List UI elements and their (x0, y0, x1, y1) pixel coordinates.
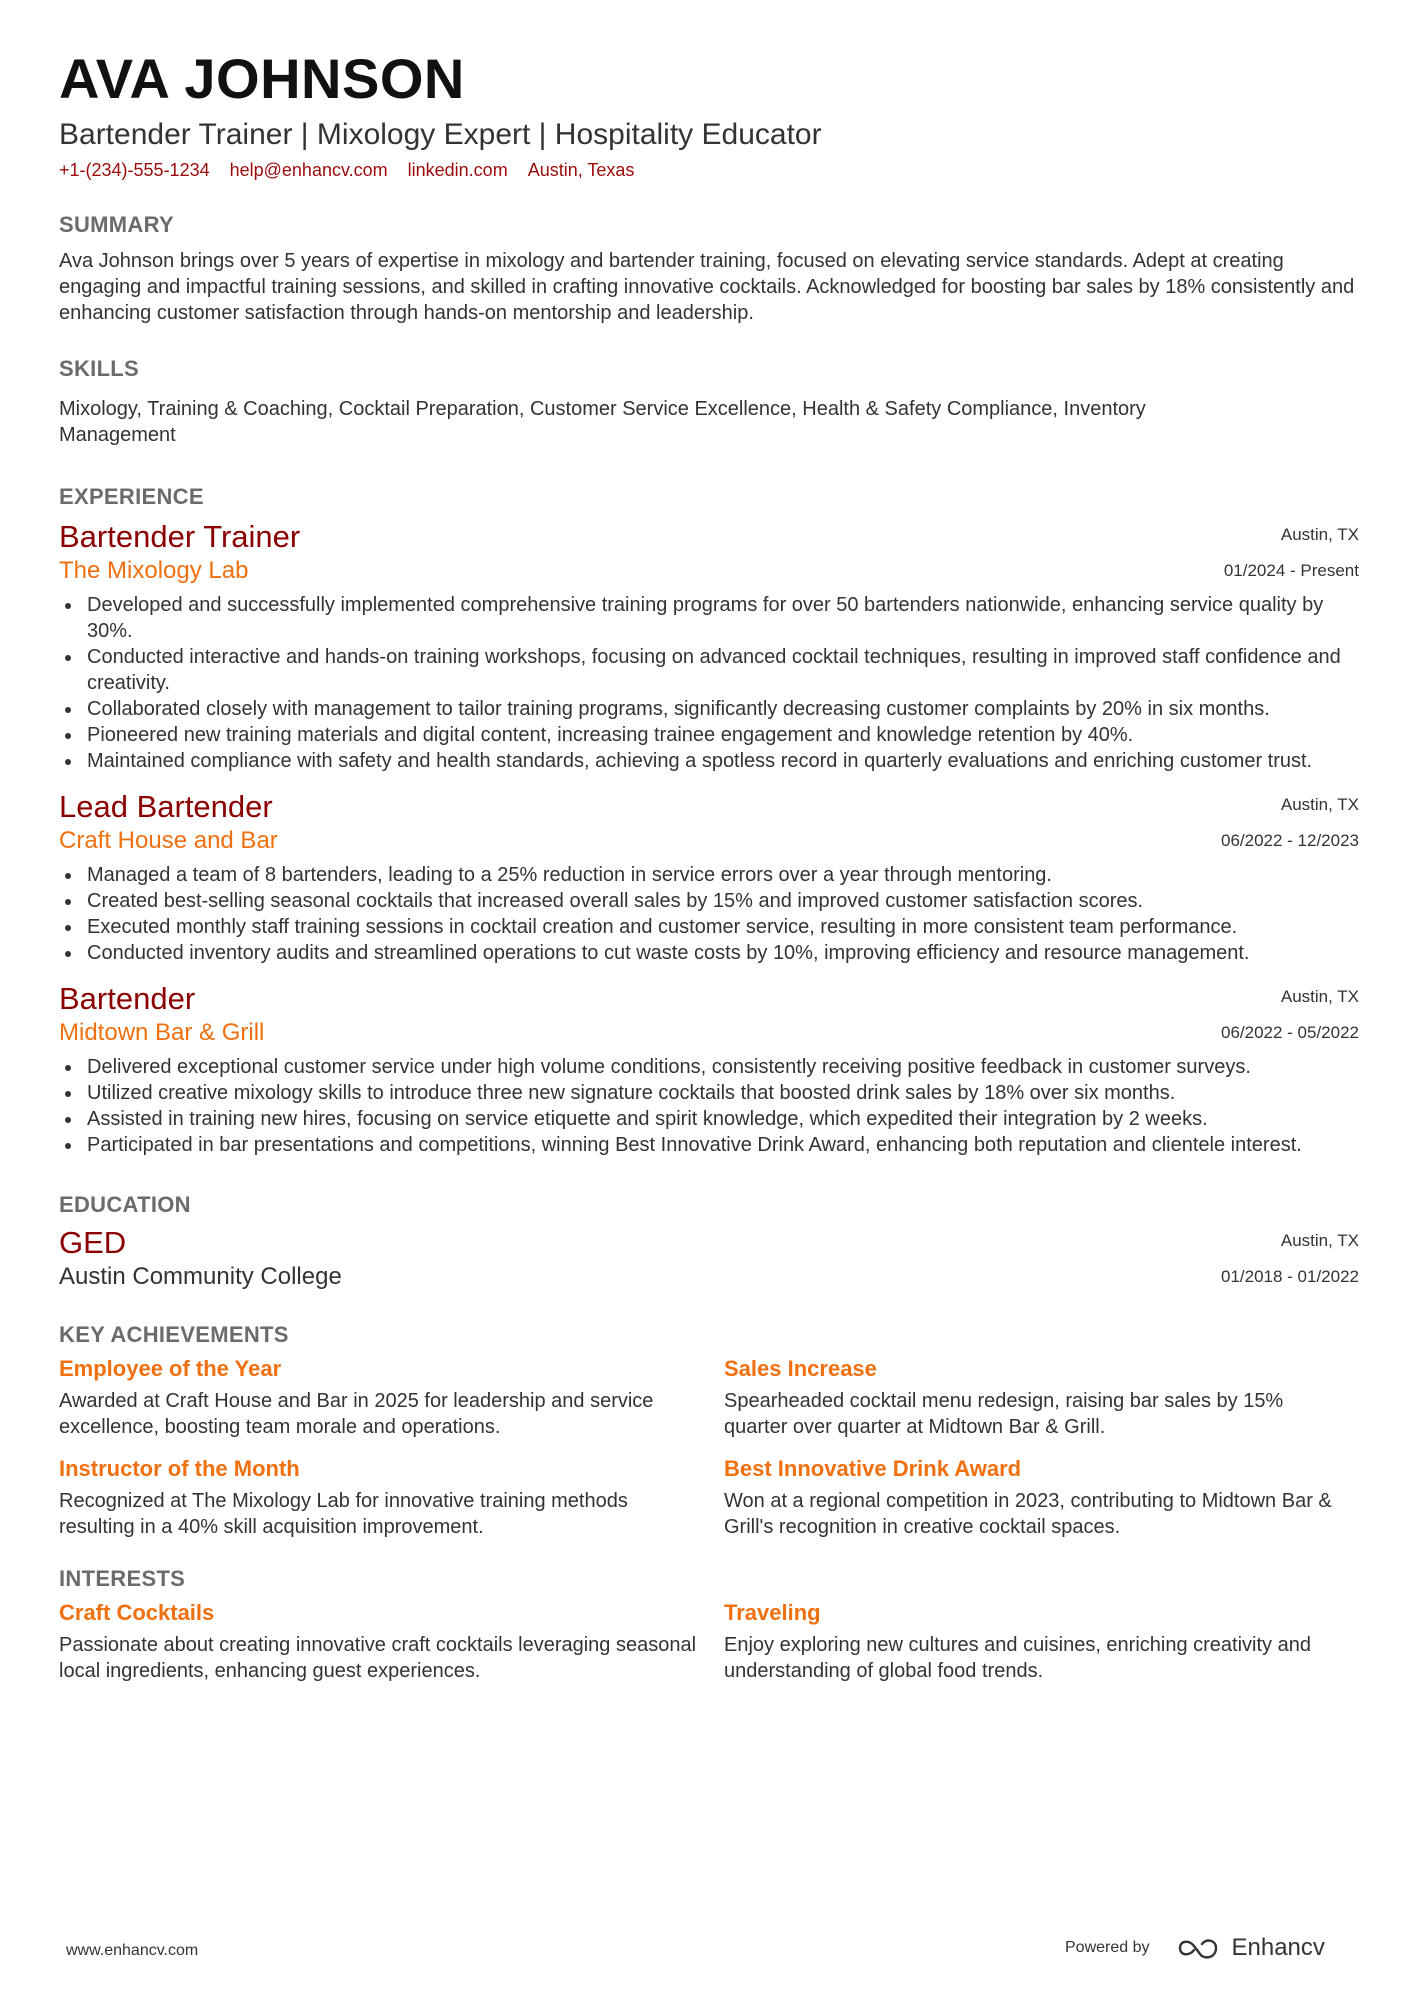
achievement-title: Instructor of the Month (59, 1456, 300, 1481)
resume-page (59, 44, 1359, 1684)
interest-item (59, 1598, 724, 1684)
job-location: Austin, TX (1280, 525, 1359, 544)
headline: Bartender Trainer | Mixology Expert | Hospitality Educator (59, 118, 822, 151)
education-dates: 01/2018 - 01/2022 (1220, 1267, 1359, 1286)
interest-desc: Enjoy exploring new cultures and cuisines, enriching creativity and understanding of global food trends. (724, 1634, 1311, 1682)
contact-phone[interactable]: +1-(234)-555-1234 (59, 160, 210, 180)
achievement-item (59, 1454, 724, 1540)
powered-by-label: Powered by (1065, 1939, 1150, 1956)
list-item: Delivered exceptional customer service under high volume conditions, consistently receiving positive feedback in customer surveys. (59, 1054, 1359, 1080)
job-entry (59, 788, 1359, 966)
job-title: Bartender Trainer (59, 519, 301, 554)
job-company: Craft House and Bar (59, 827, 278, 854)
achievement-desc: Spearheaded cocktail menu redesign, raising bar sales by 15% quarter over quarter at Midtown Bar & Grill. (724, 1390, 1284, 1438)
skills-text: Mixology, Training & Coaching, Cocktail Preparation, Customer Service Excellence, Health & Safety Compliance, Inventory Management (59, 398, 1146, 446)
section-title: EDUCATION (59, 1192, 191, 1217)
footer-website[interactable]: www.enhancv.com (66, 1942, 199, 1959)
enhancv-logo-icon (1176, 1936, 1222, 1960)
job-title: Bartender (59, 981, 196, 1016)
section-title: INTERESTS (59, 1566, 186, 1591)
achievement-item (59, 1354, 724, 1440)
list-item: Participated in bar presentations and competitions, winning Best Innovative Drink Award, enhancing both reputation and clientele interest. (59, 1132, 1359, 1158)
contact-location: Austin, Texas (527, 160, 635, 180)
education-school: Austin Community College (59, 1263, 342, 1290)
job-dates: 06/2022 - 05/2022 (1220, 1023, 1359, 1042)
list-item: Conducted interactive and hands-on training workshops, focusing on advanced cocktail techniques, resulting in improved staff confidence and creativity. (59, 644, 1359, 696)
contact-list (59, 158, 1359, 182)
list-item: Maintained compliance with safety and health standards, achieving a spotless record in quarterly evaluations and enriching customer trust. (59, 748, 1359, 774)
list-item: Created best-selling seasonal cocktails that increased overall sales by 15% and improved customer satisfaction scores. (59, 888, 1359, 914)
experience-section (59, 482, 1359, 1158)
interest-desc: Passionate about creating innovative craft cocktails leveraging seasonal local ingredients, enhancing guest experiences. (59, 1634, 697, 1682)
section-title: EXPERIENCE (59, 484, 204, 509)
achievement-desc: Won at a regional competition in 2023, contributing to Midtown Bar & Grill's recognition in creative cocktail spaces. (724, 1490, 1332, 1538)
education-location: Austin, TX (1280, 1231, 1359, 1250)
job-bullets (59, 1054, 1359, 1158)
skills-section (59, 354, 1359, 448)
achievements-section (59, 1320, 1359, 1540)
summary-section (59, 210, 1359, 326)
contact-email[interactable]: help@enhancv.com (229, 160, 388, 180)
job-bullets (59, 862, 1359, 966)
brand-name: Enhancv (1231, 1934, 1325, 1961)
list-item: Developed and successfully implemented comprehensive training programs for over 50 bartenders nationwide, enhancing service quality by 30%. (59, 592, 1359, 644)
list-item: Pioneered new training materials and digital content, increasing trainee engagement and knowledge retention by 40%. (59, 722, 1359, 748)
section-title: SUMMARY (59, 212, 174, 237)
section-title: KEY ACHIEVEMENTS (59, 1322, 289, 1347)
footer-branding (1065, 1934, 1325, 1962)
list-item: Conducted inventory audits and streamlined operations to cut waste costs by 10%, improving efficiency and resource management. (59, 940, 1359, 966)
job-title: Lead Bartender (59, 789, 273, 824)
achievement-desc: Awarded at Craft House and Bar in 2025 for leadership and service excellence, boosting team morale and operations. (59, 1390, 654, 1438)
section-title: SKILLS (59, 356, 140, 381)
education-entry (59, 1224, 1359, 1292)
achievement-title: Employee of the Year (59, 1356, 282, 1381)
interests-section (59, 1564, 1359, 1684)
contact-linkedin[interactable]: linkedin.com (407, 160, 508, 180)
job-location: Austin, TX (1280, 987, 1359, 1006)
job-entry (59, 980, 1359, 1158)
achievement-item (724, 1354, 1354, 1440)
candidate-name: AVA JOHNSON (59, 47, 465, 110)
list-item: Utilized creative mixology skills to introduce three new signature cocktails that boosted drink sales by 18% over six months. (59, 1080, 1359, 1106)
enhancv-logo[interactable] (1176, 1934, 1325, 1962)
interest-title: Traveling (724, 1600, 821, 1625)
job-dates: 06/2022 - 12/2023 (1220, 831, 1359, 850)
interest-title: Craft Cocktails (59, 1600, 215, 1625)
education-section (59, 1190, 1359, 1292)
list-item: Assisted in training new hires, focusing on service etiquette and spirit knowledge, which expedited their integration by 2 weeks. (59, 1106, 1359, 1132)
header (59, 44, 1359, 182)
interest-item (724, 1598, 1354, 1684)
list-item: Managed a team of 8 bartenders, leading to a 25% reduction in service errors over a year through mentoring. (59, 862, 1359, 888)
education-degree: GED (59, 1225, 127, 1260)
job-bullets (59, 592, 1359, 774)
list-item: Collaborated closely with management to tailor training programs, significantly decreasing customer complaints by 20% in six months. (59, 696, 1359, 722)
list-item: Executed monthly staff training sessions in cocktail creation and customer service, resulting in more consistent team performance. (59, 914, 1359, 940)
job-entry (59, 518, 1359, 774)
summary-text: Ava Johnson brings over 5 years of expertise in mixology and bartender training, focused on elevating service standards. Adept at creating engaging and impactful training sessions, and skilled in crafting innovative cocktails. Acknowledged for boosting bar sales by 18% consistently and enhancing customer satisfaction through hands-on mentorship and leadership. (59, 250, 1355, 324)
job-company: Midtown Bar & Grill (59, 1019, 265, 1046)
job-location: Austin, TX (1280, 795, 1359, 814)
job-dates: 01/2024 - Present (1223, 561, 1359, 580)
job-company: The Mixology Lab (59, 557, 249, 584)
achievement-title: Best Innovative Drink Award (724, 1456, 1022, 1481)
achievement-desc: Recognized at The Mixology Lab for innovative training methods resulting in a 40% skill acquisition improvement. (59, 1490, 628, 1538)
achievement-title: Sales Increase (724, 1356, 877, 1381)
achievement-item (724, 1454, 1354, 1540)
